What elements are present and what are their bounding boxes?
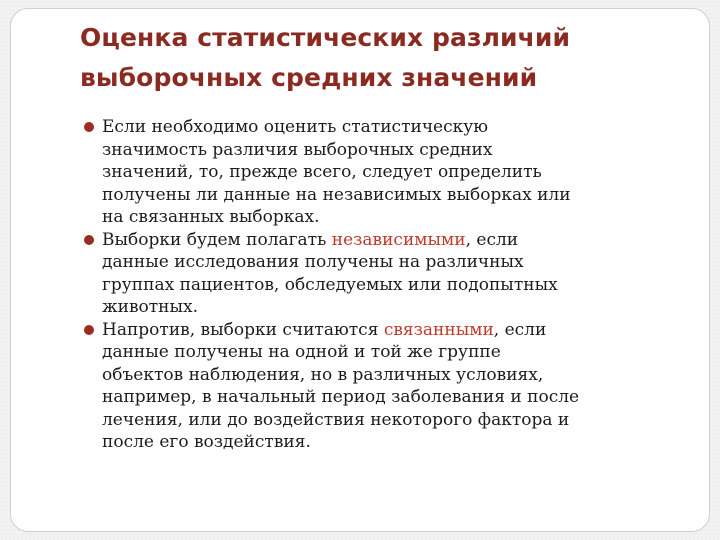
highlighted-term-related: связанными <box>383 319 494 340</box>
bullet-line: после его воздействия. <box>102 432 311 452</box>
bullet-line <box>102 319 682 342</box>
bullet-item-2 <box>82 229 682 319</box>
bullet-line: группах пациентов, обследуемых или подопытных <box>102 274 558 295</box>
bullet-line: животных. <box>102 297 199 317</box>
bullet-dot-icon <box>84 325 94 335</box>
bullet-line: например, в начальный период заболевания и после <box>102 387 580 407</box>
bullet-line: значений, то, прежде всего, следует определить <box>102 162 542 182</box>
bullet-line: объектов наблюдения, но в различных условиях, <box>102 364 544 385</box>
bullet-text-segment: Выборки будем полагать <box>102 229 332 250</box>
slide-title-line-2: выборочных средних значений <box>80 63 538 92</box>
bullet-text <box>102 116 682 229</box>
bullet-line: лечения, или до воздействия некоторого фактора и <box>102 409 570 430</box>
bullet-list <box>82 116 682 454</box>
bullet-text <box>102 319 682 454</box>
bullet-line: значимость различия выборочных средних <box>102 139 493 160</box>
bullet-line: данные получены на одной и той же группе <box>102 342 501 362</box>
bullet-line <box>102 229 682 252</box>
bullet-line: Если необходимо оценить статистическую <box>102 117 489 137</box>
bullet-text-segment: Напротив, выборки считаются <box>102 319 384 340</box>
bullet-line: данные исследования получены на различных <box>102 252 524 272</box>
highlighted-term-independent: независимыми <box>331 229 466 250</box>
bullet-dot-icon <box>84 122 94 132</box>
bullet-text-segment: , если <box>493 319 547 340</box>
bullet-item-3 <box>82 319 682 454</box>
bullet-dot-icon <box>84 235 94 245</box>
slide-title-line-1: Оценка статистических различий <box>80 23 571 52</box>
bullet-item-1 <box>82 116 682 229</box>
bullet-line: на связанных выборках. <box>102 207 320 227</box>
slide-title <box>80 18 680 98</box>
bullet-text-segment: , если <box>465 229 519 250</box>
bullet-line: получены ли данные на независимых выборках или <box>102 184 571 205</box>
bullet-text <box>102 229 682 319</box>
